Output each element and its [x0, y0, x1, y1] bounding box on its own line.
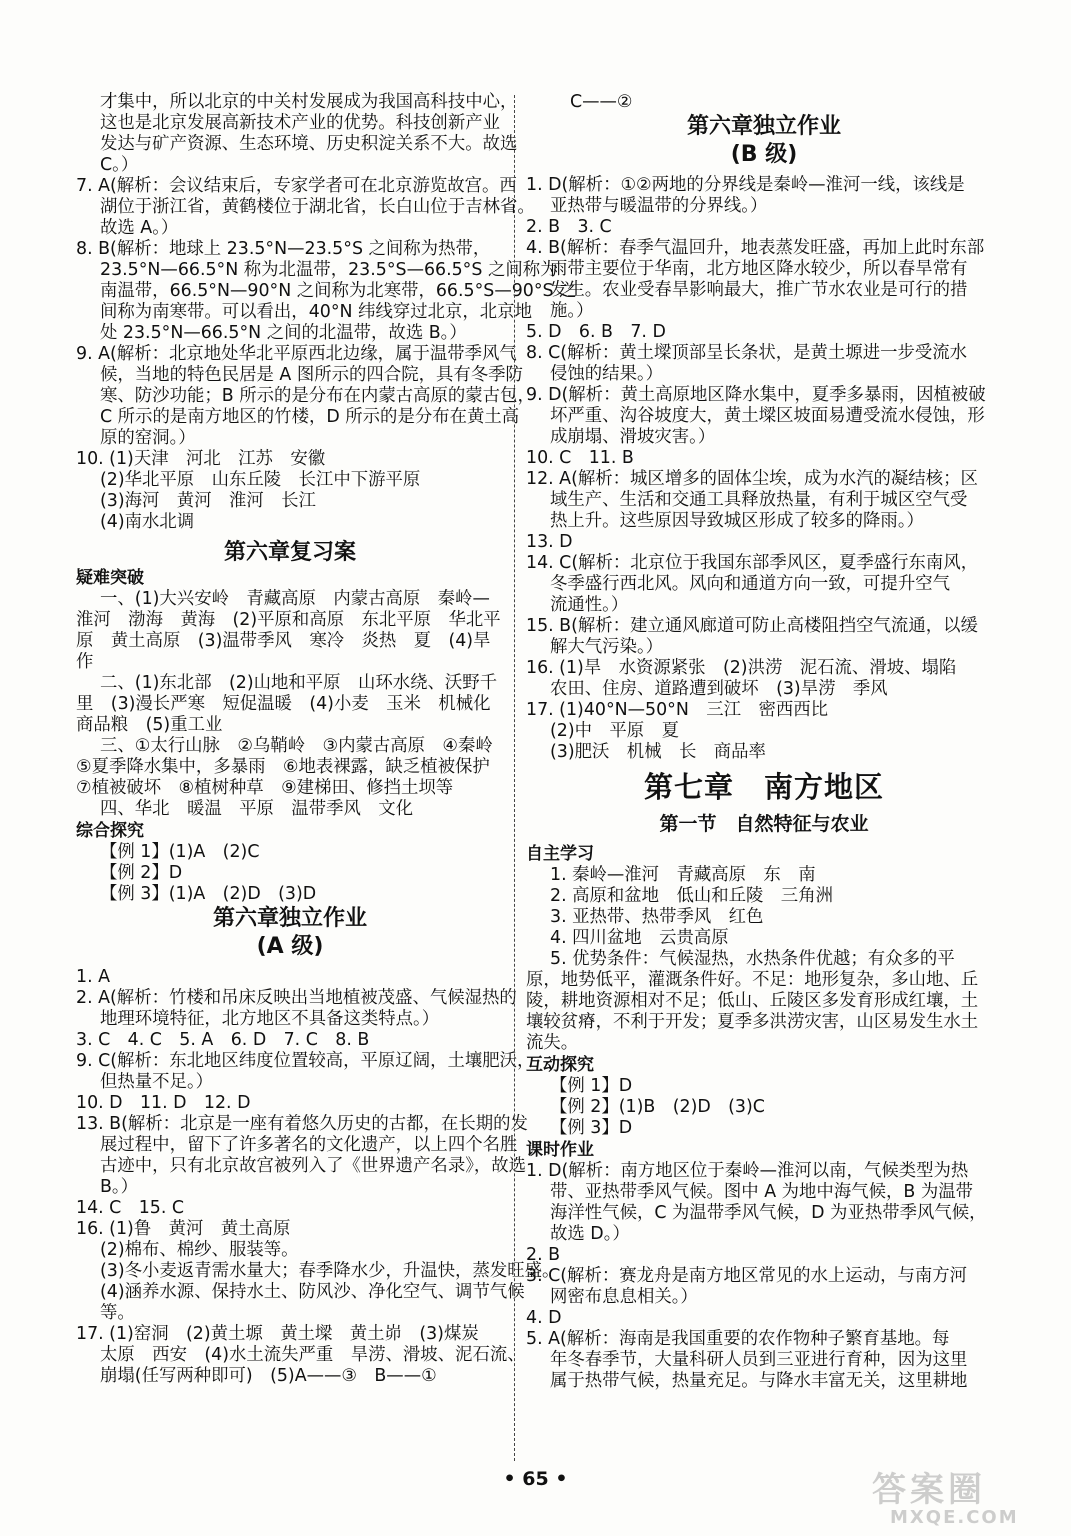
- text-line: 1. 秦岭—淮河 青藏高原 东 南: [550, 865, 816, 885]
- text-line: 淮河 渤海 黄海 (2)平原和高原 东北平原 华北平: [76, 610, 501, 630]
- text-line: 壤较贫瘠，不利于开发；夏季多洪涝灾害，山区易发生水土: [526, 1012, 979, 1032]
- text-line: 年冬春季节，大量科研人员到三亚进行育种，因为这里: [550, 1350, 968, 1370]
- text-line: 坏严重、沟谷坡度大，黄土墚区坡面易遭受流水侵蚀，形: [550, 406, 985, 426]
- text-line: 3. C(解析：赛龙舟是南方地区常见的水上运动，与南方河: [526, 1266, 968, 1286]
- text-line: (2)华北平原 山东丘陵 长江中下游平原: [100, 470, 421, 490]
- text-line: 南温带，66.5°N—90°N 之间称为北寒带，66.5°S—90°S 之: [100, 281, 577, 301]
- text-line: 8. B(解析：地球上 23.5°N—23.5°S 之间称为热带，: [76, 239, 491, 259]
- text-line: 带、亚热带季风气候。图中 A 为地中海气候，B 为温带: [550, 1182, 974, 1202]
- section-heading: (A 级): [256, 934, 324, 959]
- text-line: 9. D(解析：黄土高原地区降水集中，夏季多暴雨，因植被破: [526, 385, 986, 405]
- subsection-label: 互动探究: [526, 1055, 594, 1075]
- text-line: 热上升。这些原因导致城区形成了较多的降雨。）: [550, 511, 924, 531]
- section-heading: (B 级): [730, 142, 798, 167]
- text-line: 3. C 4. C 5. A 6. D 7. C 8. B: [76, 1030, 370, 1050]
- text-line: 崩塌(任写两种即可) (5)A——③ B——①: [100, 1366, 437, 1386]
- text-line: 三、①太行山脉 ②乌鞘岭 ③内蒙古高原 ④秦岭: [100, 736, 493, 756]
- text-line: 2. A(解析：竹楼和吊床反映出当地植被茂盛、气候湿热的: [76, 988, 517, 1008]
- text-line: 1. A: [76, 967, 111, 987]
- text-line: 7. A(解析：会议结束后，专家学者可在北京游览故宫。西: [76, 176, 517, 196]
- text-line: 侵蚀的结果。）: [550, 364, 664, 384]
- text-line: 陵，耕地资源相对不足；低山、丘陵区多发育形成红壤，土: [526, 991, 979, 1011]
- text-line: 2. B 3. C: [526, 217, 612, 237]
- right-column: [526, 92, 1002, 1392]
- text-line: 网密布息息相关。）: [550, 1287, 698, 1307]
- subsection-label: 课时作业: [526, 1140, 594, 1160]
- text-line: 9. C(解析：东北地区纬度位置较高，平原辽阔，土壤肥沃，: [76, 1051, 535, 1071]
- text-line: 3. 亚热带、热带季风 红色: [550, 907, 764, 927]
- text-line: 13. D: [526, 532, 573, 552]
- text-line: 展过程中，留下了许多著名的文化遗产，以上四个名胜: [100, 1135, 518, 1155]
- subsection-label: 综合探究: [76, 821, 144, 841]
- text-line: 【例 2】D: [100, 863, 183, 883]
- text-line: 寒、防沙功能；B 所示的是分布在内蒙古高原的蒙古包，: [100, 386, 535, 406]
- text-line: 14. C 15. C: [76, 1198, 185, 1218]
- text-line: ⑤夏季降水集中，多暴雨 ⑥地表裸露，缺乏植被保护: [76, 757, 490, 777]
- text-line: 【例 1】(1)A (2)C: [100, 842, 260, 862]
- text-line: C 所示的是南方地区的竹楼，D 所示的是分布在黄土高: [100, 407, 520, 427]
- text-line: ⑦植被破坏 ⑧植树种草 ⑨建梯田、修挡土坝等: [76, 778, 454, 798]
- text-line: 15. B(解析：建立通风廊道可防止高楼阻挡空气流通，以缓: [526, 616, 978, 636]
- text-line: 4. 四川盆地 云贵高原: [550, 928, 729, 948]
- text-line: 2. B: [526, 1245, 561, 1265]
- text-line: 14. C(解析：北京位于我国东部季风区，夏季盛行东南风，: [526, 553, 979, 573]
- text-line: 地理环境特征，北方地区不具备这类特点。）: [100, 1009, 440, 1029]
- text-line: 5. 优势条件：气候湿热，水热条件优越；有众多的平: [550, 949, 955, 969]
- subsection-label: 自主学习: [526, 844, 594, 864]
- text-line: 湖位于浙江省，黄鹤楼位于湖北省，长白山位于吉林省。: [100, 197, 535, 217]
- column-divider: [514, 95, 515, 1461]
- text-line: 流失。: [526, 1033, 579, 1053]
- text-line: 23.5°N—66.5°N 称为北温带，23.5°S—66.5°S 之间称为: [100, 260, 558, 280]
- text-line: 【例 3】(1)A (2)D (3)D: [100, 884, 317, 904]
- text-line: 流通性。）: [550, 595, 629, 615]
- text-line: 原，地势低平，灌溉条件好。不足：地形复杂，多山地、丘: [526, 970, 979, 990]
- text-line: 9. A(解析：北京地处华北平原西北边缘，属于温带季风气: [76, 344, 517, 364]
- text-line: 太原 西安 (4)水土流失严重 旱涝、滑坡、泥石流、: [100, 1345, 525, 1365]
- text-line: 1. D(解析：①②两地的分界线是秦岭—淮河一线，该线是: [526, 175, 965, 195]
- text-line: 【例 3】D: [550, 1118, 633, 1138]
- text-line: 4. D: [526, 1308, 562, 1328]
- watermark-url: MXQE.COM: [890, 1507, 1019, 1528]
- text-line: 1. D(解析：南方地区位于秦岭—淮河以南，气候类型为热: [526, 1161, 969, 1181]
- text-line: (4)涵养水源、保持水土、防风沙、净化空气、调节气候: [100, 1282, 525, 1302]
- section-heading: 第六章复习案: [223, 540, 356, 565]
- subsection-label: 疑难突破: [76, 568, 144, 588]
- text-line: (2)中 平原 夏: [550, 721, 679, 741]
- text-line: 施。）: [550, 301, 594, 321]
- text-line: 8. C(解析：黄土墚顶部呈长条状，是黄土塬进一步受流水: [526, 343, 968, 363]
- text-line: (3)冬小麦返青需水量大；春季降水少，升温快，蒸发旺盛。: [100, 1261, 560, 1281]
- section-heading: 第六章独立作业: [686, 114, 841, 139]
- text-line: 2. 高原和盆地 低山和丘陵 三角洲: [550, 886, 833, 906]
- text-line: 原 黄土高原 (3)温带季风 寒冷 炎热 夏 (4)旱: [76, 631, 491, 651]
- text-line: C——②: [570, 92, 633, 112]
- text-line: 间称为南寒带。可以看出，40°N 纬线穿过北京，北京地: [100, 302, 532, 322]
- text-line: 5. D 6. B 7. D: [526, 322, 666, 342]
- text-line: 属于热带气候，热量充足。与降水丰富无关，这里耕地: [550, 1371, 968, 1391]
- text-line: 故选 D。）: [550, 1224, 630, 1244]
- text-line: 10. (1)天津 河北 江苏 安徽: [76, 449, 326, 469]
- text-line: (3)海河 黄河 淮河 长江: [100, 491, 316, 511]
- text-line: (2)棉布、棉纱、服装等。: [100, 1240, 299, 1260]
- section-heading: 第一节 自然特征与农业: [659, 813, 869, 835]
- text-line: 作: [76, 652, 94, 672]
- text-line: 发生。农业受春旱影响最大，推广节水农业是可行的措: [550, 280, 968, 300]
- text-line: 域生产、生活和交通工具释放热量，有利于城区空气受: [550, 490, 968, 510]
- text-line: 10. C 11. B: [526, 448, 634, 468]
- text-line: 处 23.5°N—66.5°N 之间的北温带，故选 B。）: [100, 323, 467, 343]
- text-line: 17. (1)40°N—50°N 三江 密西西比: [526, 700, 829, 720]
- text-line: 农田、住房、道路遭到破坏 (3)旱涝 季风: [550, 679, 888, 699]
- text-line: 发达与矿产资源、生态环境、历史积淀关系不大。故选: [100, 134, 518, 154]
- section-heading: 第六章独立作业: [212, 906, 367, 931]
- text-line: 商品粮 (5)重工业: [76, 715, 223, 735]
- text-line: 海洋性气候，C 为温带季风气候，D 为亚热带季风气候，: [550, 1203, 987, 1223]
- text-line: C。）: [100, 155, 139, 175]
- text-line: (3)肥沃 机械 长 商品率: [550, 742, 766, 762]
- text-line: 【例 2】(1)B (2)D (3)C: [550, 1097, 765, 1117]
- text-line: 16. (1)旱 水资源紧张 (2)洪涝 泥石流、滑坡、塌陷: [526, 658, 957, 678]
- text-line: 解大气污染。）: [550, 637, 664, 657]
- text-line: 古迹中，只有北京故宫被列入了《世界遗产名录》，故选: [100, 1156, 527, 1176]
- text-line: 候，当地的特色民居是 A 图所示的四合院，具有冬季防: [100, 365, 523, 385]
- text-line: B。）: [100, 1177, 139, 1197]
- text-line: 亚热带与暖温带的分界线。）: [550, 196, 768, 216]
- text-line: 四、华北 暖温 平原 温带季风 文化: [100, 799, 414, 819]
- text-line: 成崩塌、滑坡灾害。）: [550, 427, 716, 447]
- text-line: 【例 1】D: [550, 1076, 633, 1096]
- text-line: 等。: [100, 1303, 135, 1323]
- text-line: 冬季盛行西北风。风向和通道方向一致，可提升空气: [550, 574, 950, 594]
- text-line: 里 (3)漫长严寒 短促温暖 (4)小麦 玉米 机械化: [76, 694, 491, 714]
- text-line: 原的窑洞。）: [100, 428, 196, 448]
- text-line: 雨带主要位于华南，北方地区降水较少，所以春旱常有: [550, 259, 968, 279]
- text-line: 16. (1)鲁 黄河 黄土高原: [76, 1219, 291, 1239]
- text-line: 12. A(解析：城区增多的固体尘埃，成为水汽的凝结核；区: [526, 469, 978, 489]
- text-line: 故选 A。）: [100, 218, 179, 238]
- text-line: 13. B(解析：北京是一座有着悠久历史的古都，在长期的发: [76, 1114, 528, 1134]
- text-line: 17. (1)窑洞 (2)黄土塬 黄土墚 黄土峁 (3)煤炭: [76, 1324, 479, 1344]
- text-line: 但热量不足。）: [100, 1072, 214, 1092]
- section-heading: 第七章 南方地区: [643, 770, 884, 804]
- text-line: 4. B(解析：春季气温回升，地表蒸发旺盛，再加上此时东部: [526, 238, 985, 258]
- text-line: (4)南水北调: [100, 512, 195, 532]
- text-line: 才集中，所以北京的中关村发展成为我国高科技中心，: [100, 92, 518, 112]
- text-line: 一、(1)大兴安岭 青藏高原 内蒙古高原 秦岭—: [100, 589, 490, 609]
- text-line: 10. D 11. D 12. D: [76, 1093, 251, 1113]
- watermark-logo-text: 答案圈: [872, 1470, 986, 1510]
- watermark-logo: [872, 1470, 1062, 1530]
- text-line: 5. A(解析：海南是我国重要的农作物种子繁育基地。每: [526, 1329, 950, 1349]
- text-line: 这也是北京发展高新技术产业的优势。科技创新产业: [100, 113, 500, 133]
- text-line: 二、(1)东北部 (2)山地和平原 山环水绕、沃野千: [100, 673, 498, 693]
- page-number: • 65 •: [503, 1468, 568, 1490]
